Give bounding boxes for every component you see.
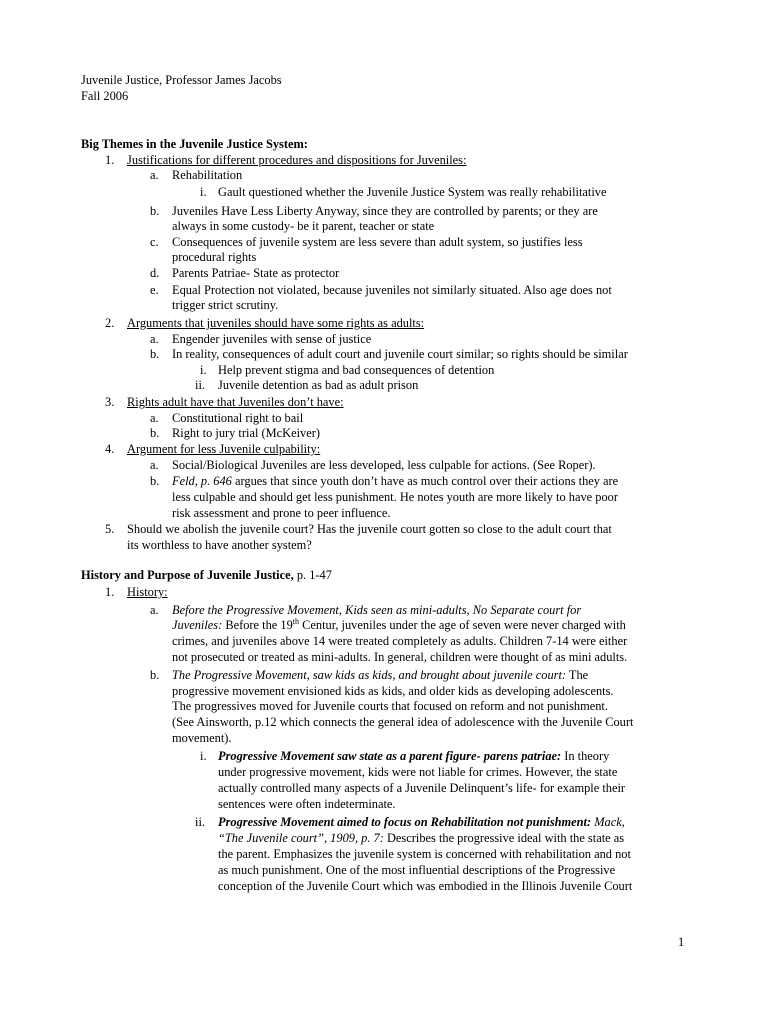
list-roman: i. bbox=[200, 749, 207, 763]
list-number: 5. bbox=[105, 522, 115, 536]
list-letter: b. bbox=[150, 347, 160, 361]
list-roman: ii. bbox=[195, 815, 205, 829]
list-item: Constitutional right to bail bbox=[172, 411, 304, 425]
list-number: 1. bbox=[105, 153, 115, 167]
paragraph-text: In theory bbox=[561, 749, 610, 763]
list-item: Consequences of juvenile system are less severe than adult system, so justifies less bbox=[172, 235, 583, 249]
list-number: 3. bbox=[105, 395, 115, 409]
list-item: Juveniles Have Less Liberty Anyway, since they are controlled by parents; or they are bbox=[172, 204, 598, 218]
paragraph-line: progressive movement envisioned kids as kids, and older kids as developing adolescents. bbox=[172, 684, 614, 698]
paragraph-line bbox=[172, 668, 588, 683]
list-item bbox=[172, 474, 618, 489]
list-item-title: Rights adult have that Juveniles don’t have: bbox=[127, 395, 344, 409]
subheading-italic: Before the Progressive Movement, Kids seen as mini-adults, No Separate court for bbox=[172, 603, 582, 617]
list-item: Engender juveniles with sense of justice bbox=[172, 332, 372, 346]
paragraph-line: actually controlled many aspects of a Juvenile Delinquent’s life- for example their bbox=[218, 781, 626, 795]
list-item: Should we abolish the juvenile court? Has the juvenile court gotten so close to the adult court that bbox=[127, 522, 612, 536]
section-heading-history bbox=[81, 568, 332, 583]
list-item: In reality, consequences of adult court and juvenile court similar; so rights should be similar bbox=[172, 347, 628, 361]
paragraph-line: movement). bbox=[172, 731, 232, 745]
paragraph-line: as much punishment. One of the most influential descriptions of the Progressive bbox=[218, 863, 616, 877]
list-roman: ii. bbox=[195, 378, 205, 392]
paragraph-line: (See Ainsworth, p.12 which connects the general idea of adolescence with the Juvenile Court bbox=[172, 715, 634, 729]
list-letter: a. bbox=[150, 168, 159, 182]
list-item-title: Arguments that juveniles should have some rights as adults: bbox=[127, 316, 425, 330]
list-item-title: Argument for less Juvenile culpability: bbox=[127, 442, 321, 456]
citation: “The Juvenile court”, 1909, p. 7: bbox=[218, 831, 384, 845]
list-item: Right to jury trial (McKeiver) bbox=[172, 426, 320, 440]
section-heading-pages: p. 1-47 bbox=[293, 568, 332, 582]
list-letter: d. bbox=[150, 266, 160, 280]
list-letter: a. bbox=[150, 458, 159, 472]
paragraph-line: conception of the Juvenile Court which was embodied in the Illinois Juvenile Court bbox=[218, 879, 633, 893]
section-heading-text: History and Purpose of Juvenile Justice, bbox=[81, 568, 294, 582]
list-item: Help prevent stigma and bad consequences of detention bbox=[218, 363, 495, 377]
subheading-italic: The Progressive Movement, saw kids as kids, and brought about juvenile court: bbox=[172, 668, 567, 682]
list-letter: e. bbox=[150, 283, 159, 297]
list-number: 2. bbox=[105, 316, 115, 330]
list-item: Parents Patriae- State as protector bbox=[172, 266, 340, 280]
citation: Feld, p. 646 bbox=[172, 474, 232, 488]
list-item-title: Justifications for different procedures and dispositions for Juveniles: bbox=[127, 153, 467, 167]
list-item-continued: always in some custody- be it parent, teacher or state bbox=[172, 219, 435, 233]
paragraph-line bbox=[218, 749, 609, 764]
list-item-continued: procedural rights bbox=[172, 250, 257, 264]
subheading-bold-italic: Progressive Movement saw state as a parent figure- parens patriae: bbox=[218, 749, 562, 763]
list-letter: a. bbox=[150, 411, 159, 425]
subheading-bold-italic: Progressive Movement aimed to focus on Rehabilitation not punishment: bbox=[218, 815, 592, 829]
superscript: th bbox=[292, 616, 300, 626]
document-header-course: Juvenile Justice, Professor James Jacobs bbox=[81, 73, 282, 87]
list-letter: a. bbox=[150, 332, 159, 346]
paragraph-text: Before the 19 bbox=[222, 618, 293, 632]
paragraph-line bbox=[218, 815, 625, 830]
paragraph-line: crimes, and juveniles above 14 were treated completely as adults. Children 7-14 were either bbox=[172, 634, 628, 648]
paragraph-line: under progressive movement, kids were not liable for crimes. However, the state bbox=[218, 765, 618, 779]
list-item: Juvenile detention as bad as adult prison bbox=[218, 378, 419, 392]
section-heading-big-themes: Big Themes in the Juvenile Justice System: bbox=[81, 137, 308, 151]
list-letter: b. bbox=[150, 474, 160, 488]
list-letter: b. bbox=[150, 426, 160, 440]
paragraph-line: The progressives moved for Juvenile courts that focused on reform and not punishment. bbox=[172, 699, 608, 713]
paragraph-line bbox=[218, 831, 624, 846]
list-item-continued: its worthless to have another system? bbox=[127, 538, 312, 552]
document-header-term: Fall 2006 bbox=[81, 89, 129, 103]
list-item: Rehabilitation bbox=[172, 168, 243, 182]
citation: Mack, bbox=[591, 815, 625, 829]
list-item-text: argues that since youth don’t have as much control over their actions they are bbox=[231, 474, 619, 488]
list-item: Gault questioned whether the Juvenile Justice System was really rehabilitative bbox=[218, 185, 607, 199]
page-number: 1 bbox=[678, 935, 685, 949]
list-letter: a. bbox=[150, 603, 159, 617]
paragraph-text: The bbox=[566, 668, 589, 682]
paragraph-line: not prosecuted or treated as mini-adults. In general, children were thought of as mini adults. bbox=[172, 650, 628, 664]
list-item-continued: less culpable and should get less punishment. He notes youth are more likely to have poor bbox=[172, 490, 618, 504]
list-roman: i. bbox=[200, 363, 207, 377]
paragraph-line: sentences were often indeterminate. bbox=[218, 797, 396, 811]
list-number: 4. bbox=[105, 442, 115, 456]
list-letter: b. bbox=[150, 204, 160, 218]
list-letter: b. bbox=[150, 668, 160, 682]
list-item-continued: trigger strict scrutiny. bbox=[172, 298, 279, 312]
list-number: 1. bbox=[105, 585, 115, 599]
list-roman: i. bbox=[200, 185, 207, 199]
paragraph-text: Centur, juveniles under the age of seven were never charged with bbox=[299, 618, 626, 632]
paragraph-line bbox=[172, 618, 626, 633]
list-item: Equal Protection not violated, because juveniles not similarly situated. Also age does not bbox=[172, 283, 612, 297]
list-item-title: History: bbox=[127, 585, 168, 599]
list-item-continued: risk assessment and prone to peer influence. bbox=[172, 506, 391, 520]
list-letter: c. bbox=[150, 235, 159, 249]
paragraph-line: the parent. Emphasizes the juvenile system is concerned with rehabilitation and not bbox=[218, 847, 631, 861]
subheading-italic: Juveniles: bbox=[172, 618, 223, 632]
list-item: Social/Biological Juveniles are less developed, less culpable for actions. (See Roper). bbox=[172, 458, 596, 472]
paragraph-text: Describes the progressive ideal with the state as bbox=[383, 831, 625, 845]
